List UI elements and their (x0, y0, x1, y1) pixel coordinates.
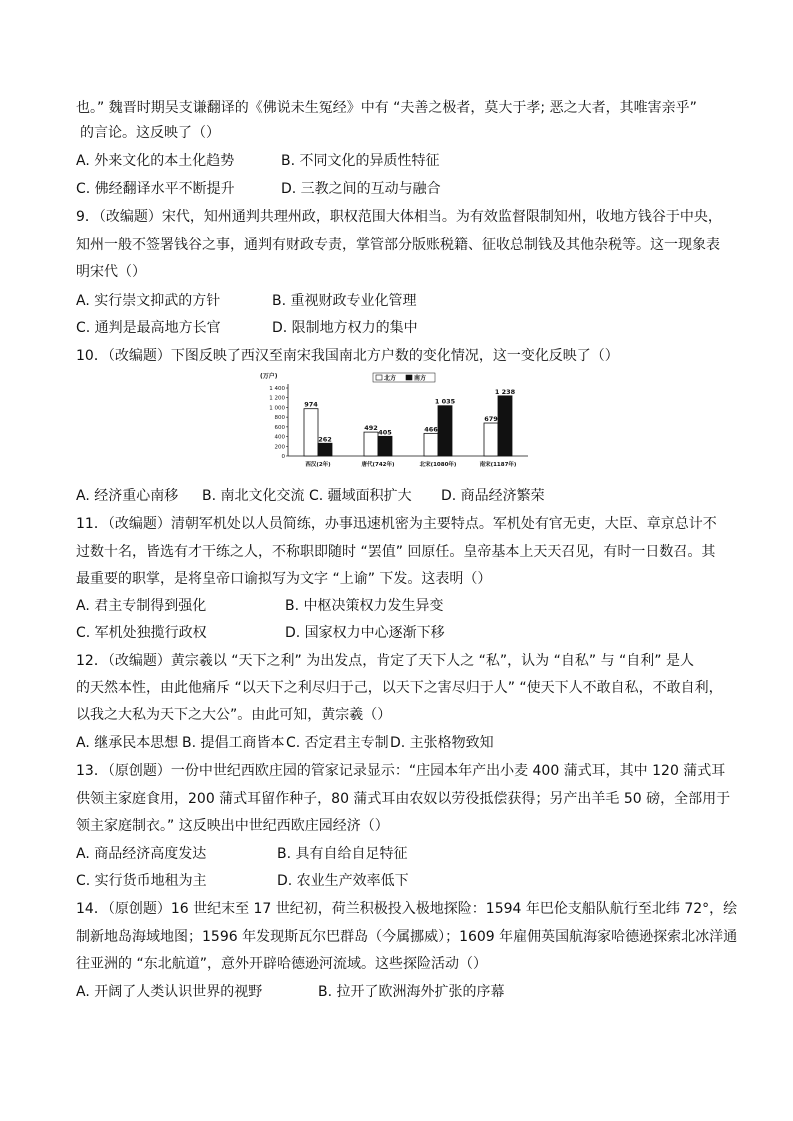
q10-option-b: B. 南北文化交流 (202, 488, 305, 504)
q8-stem-line-2: 的言论。这反映了（） (80, 125, 220, 141)
q10-option-d: D. 商品经济繁荣 (441, 488, 545, 504)
y-tick-label: 200 (274, 444, 285, 451)
q9-stem-line-1: 9．（改编题）宋代，知州通判共理州政，职权范围大体相当。为有效监督限制知州，收地方钱谷于中央， (76, 209, 722, 225)
legend-swatch-north (376, 375, 382, 380)
bar-south (318, 443, 332, 456)
q13-option-d: D. 农业生产效率低下 (277, 873, 409, 889)
q8-option-c: C. 佛经翻译水平不断提升 (76, 181, 235, 197)
legend-label-south: 南方 (414, 375, 427, 382)
y-tick-label: 1 000 (269, 405, 285, 412)
q9-option-a: A. 实行崇文抑武的方针 (76, 293, 221, 309)
q9-stem-line-2: 知州一般不签署钱谷之事，通判有财政专责，掌管部分版账税籍、征收总制钱及其他杂税等。这一现象表 (76, 237, 720, 253)
bar-value-label: 1 035 (434, 397, 456, 406)
q13-option-b: B. 具有自给自足特征 (277, 846, 408, 862)
q11-option-a: A. 君主专制得到强化 (76, 598, 207, 614)
q11-option-b: B. 中枢决策权力发生异变 (285, 598, 444, 614)
q8-stem-line-1: 也。” 魏晋时期吴支谦翻译的《佛说未生冤经》中有 “夫善之极者，莫大于孝; 恶之大者，其唯害亲乎” (76, 100, 697, 116)
q9-option-b: B. 重视财政专业化管理 (272, 293, 417, 309)
q11-stem-line-2: 过数十名，皆选有才干练之人，不称职即随时 “罢值” 回原任。皇帝基本上天天召见，有时一日数召。其 (76, 544, 716, 560)
y-tick-label: 600 (274, 424, 285, 431)
q14-stem-line-1: 14．（原创题）16 世纪末至 17 世纪初，荷兰积极投入极地探险：1594 年巴伦支船队航行至北纬 72°，绘 (76, 901, 738, 917)
x-category-label: 唐代(742年) (361, 462, 395, 468)
q14-option-b: B. 拉开了欧洲海外扩张的序幕 (318, 984, 505, 1000)
bar-value-label: 262 (318, 435, 332, 444)
bar-value-label: 492 (364, 424, 378, 433)
y-tick-label: 1 200 (269, 395, 285, 402)
x-category-label: 北宋(1080年) (419, 462, 457, 468)
bar-south (438, 406, 452, 456)
q13-stem-line-1: 13．（原创题）一份中世纪西欧庄园的管家记录显示：“庄园本年产出小麦 400 蒲式耳，其中 120 蒲式耳 (76, 763, 726, 779)
q13-option-a: A. 商品经济高度发达 (76, 846, 207, 862)
x-category-label: 西汉(2年) (305, 462, 331, 468)
q10-option-a: A. 经济重心南移 (76, 488, 179, 504)
q12-stem-line-1: 12．（改编题）黄宗羲以 “天下之利” 为出发点，肯定了天下人之 “私”，认为 “自私” 与 “自利” 是人 (76, 653, 694, 669)
y-tick-label: 1 400 (269, 386, 285, 392)
q11-stem-line-1: 11．（改编题）清朝军机处以人员简练，办事迅速机密为主要特点。军机处有官无吏，大臣、章京总计不 (76, 516, 717, 532)
q11-option-d: D. 国家权力中心逐渐下移 (285, 625, 445, 641)
y-tick-label: 400 (274, 434, 285, 441)
bar-north (364, 432, 378, 456)
legend-swatch-south (406, 375, 412, 380)
chart-svg (258, 370, 558, 474)
bar-value-label: 679 (484, 415, 498, 424)
bar-value-label: 405 (378, 428, 392, 437)
chart-unit-label: (万户) (260, 373, 278, 380)
y-tick-label: 800 (274, 415, 285, 422)
bar-north (484, 423, 498, 456)
household-bar-chart (258, 370, 558, 474)
q12-option-c: C. 否定君主专制 (286, 735, 389, 751)
q13-stem-line-3: 领主家庭制衣。” 这反映出中世纪西欧庄园经济（） (76, 818, 389, 834)
q12-stem-line-2: 的天然本性，由此他痛斥 “以天下之利尽归于己，以天下之害尽归于人” “使天下人不敢自私，不敢自利， (76, 680, 723, 696)
q8-option-a: A. 外来文化的本土化趋势 (76, 153, 235, 169)
q13-stem-line-2: 供领主家庭食用，200 蒲式耳留作种子，80 蒲式耳由农奴以劳役抵偿获得；另产出羊毛 50 磅，全部用于 (76, 791, 731, 807)
q12-stem-line-3: 以我之大私为天下之大公”。由此可知，黄宗羲（） (76, 707, 392, 723)
q10-stem-line-1: 10．（改编题）下图反映了西汉至南宋我国南北方户数的变化情况，这一变化反映了（） (76, 348, 619, 364)
q14-stem-line-3: 往亚洲的 “东北航道”，意外开辟哈德逊河流域。这些探险活动（） (76, 956, 487, 972)
legend-label-north: 北方 (384, 375, 397, 382)
q11-option-c: C. 军机处独揽行政权 (76, 625, 207, 641)
x-category-label: 南宋(1187年) (479, 462, 517, 468)
q12-option-a: A. 继承民本思想 (76, 735, 179, 751)
q9-stem-line-3: 明宋代（） (76, 264, 146, 280)
q11-stem-line-3: 最重要的职掌，是将皇帝口谕拟写为文字 “上谕” 下发。这表明（） (76, 571, 492, 587)
q8-option-b: B. 不同文化的异质性特征 (281, 153, 440, 169)
bar-north (424, 433, 438, 456)
bar-south (498, 396, 512, 456)
q8-option-d: D. 三教之间的互动与融合 (281, 181, 441, 197)
y-tick-label: 0 (281, 454, 285, 460)
bar-value-label: 466 (424, 425, 438, 434)
bar-value-label: 1 238 (494, 387, 516, 396)
bar-south (378, 436, 392, 456)
q10-option-c: C. 疆域面积扩大 (309, 488, 412, 504)
q9-option-d: D. 限制地方权力的集中 (272, 320, 418, 336)
bar-north (304, 409, 318, 456)
q13-option-c: C. 实行货币地租为主 (76, 873, 207, 889)
q12-option-d: D. 主张格物致知 (390, 735, 494, 751)
bar-value-label: 974 (304, 400, 318, 409)
q12-option-b: B. 提倡工商皆本 (182, 735, 285, 751)
q14-option-a: A. 开阔了人类认识世界的视野 (76, 984, 263, 1000)
q9-option-c: C. 通判是最高地方长官 (76, 320, 221, 336)
q14-stem-line-2: 制新地岛海域地图；1596 年发现斯瓦尔巴群岛（今属挪威）；1609 年雇佣英国航海家哈德逊探索北冰洋通 (76, 929, 738, 945)
